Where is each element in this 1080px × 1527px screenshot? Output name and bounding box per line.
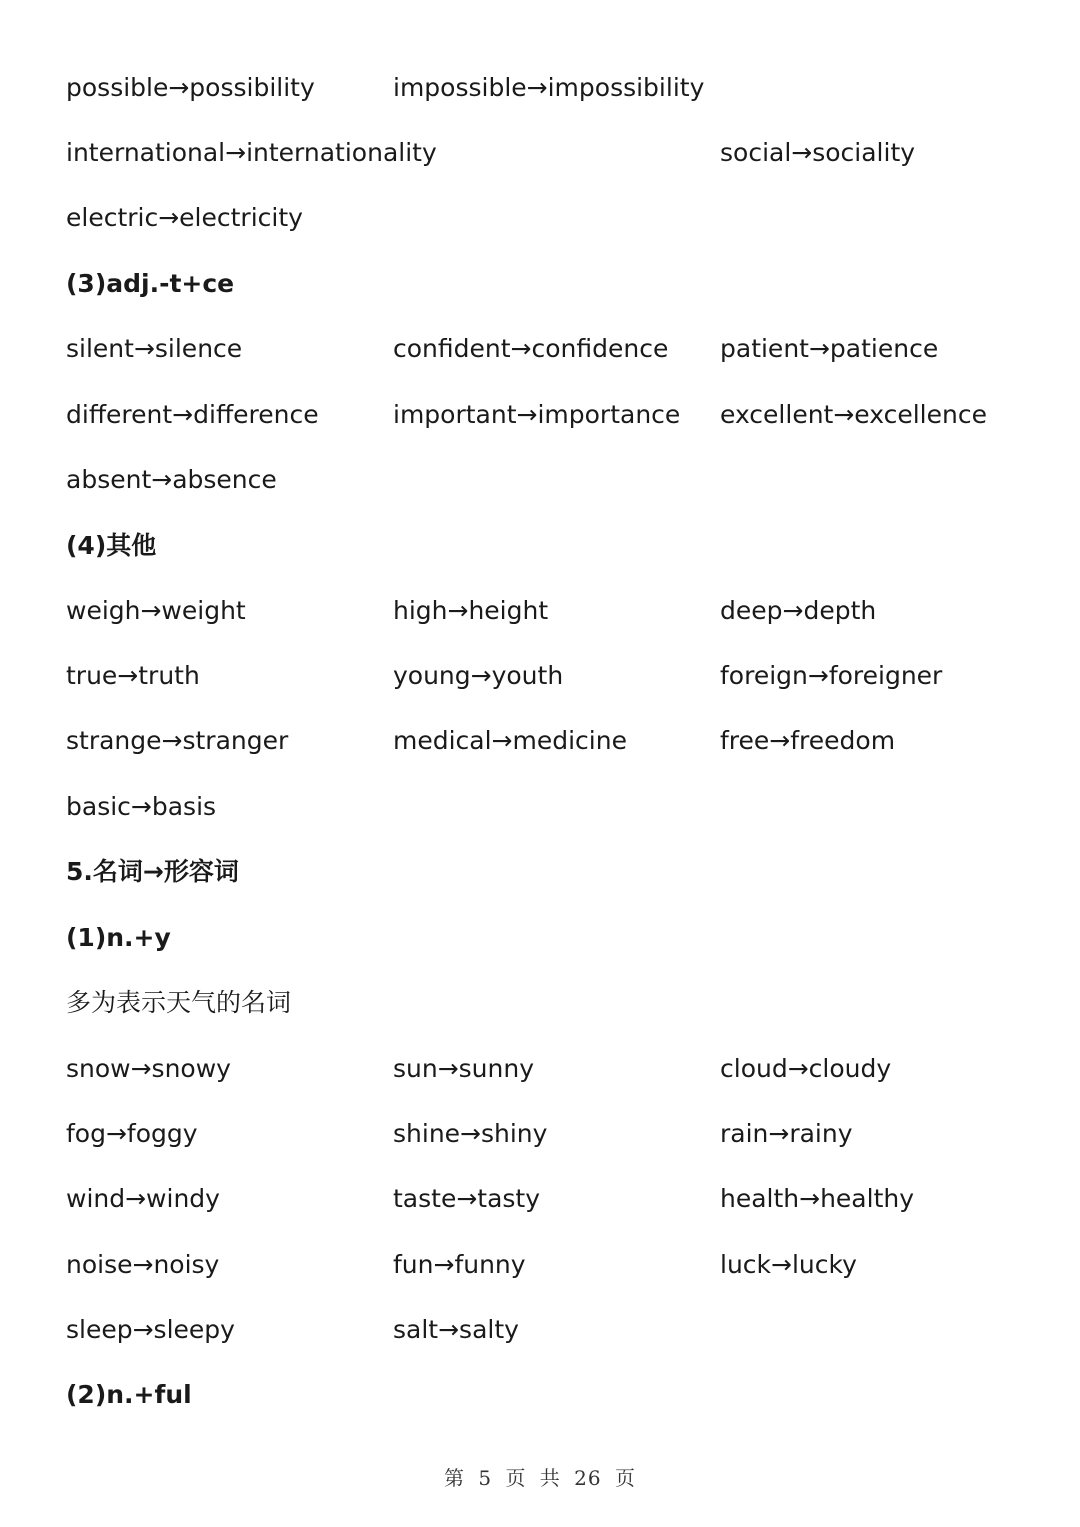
section-heading — [66, 852, 1026, 892]
word-pair: important→importance — [393, 400, 681, 429]
word-pair: salt→salty — [393, 1315, 519, 1344]
word-pair: basic→basis — [66, 792, 217, 821]
word-pair: medical→medicine — [393, 726, 627, 755]
word-row — [66, 1245, 1026, 1285]
page-footer: 第 5 页 共 26 页 — [444, 1466, 636, 1490]
word-pair: foreign→foreigner — [720, 661, 943, 690]
word-row — [66, 787, 1026, 827]
word-row — [66, 656, 1026, 696]
word-pair: true→truth — [66, 661, 200, 690]
word-pair: free→freedom — [720, 726, 896, 755]
section-heading — [66, 526, 1026, 566]
word-pair: confident→confidence — [393, 334, 669, 363]
word-row — [66, 68, 1026, 108]
word-pair: international→internationality — [66, 138, 437, 167]
word-pair: noise→noisy — [66, 1250, 220, 1279]
heading-text: (2)n.+ful — [66, 1380, 192, 1409]
heading-text: 5.名词→形容词 — [66, 857, 239, 886]
word-row — [66, 1179, 1026, 1219]
word-row — [66, 1049, 1026, 1089]
word-pair: deep→depth — [720, 596, 877, 625]
word-pair: young→youth — [393, 661, 564, 690]
word-pair: luck→lucky — [720, 1250, 857, 1279]
word-row — [66, 395, 1026, 435]
word-row — [66, 1114, 1026, 1154]
word-pair: silent→silence — [66, 334, 243, 363]
word-row — [66, 460, 1026, 500]
section-heading — [66, 264, 1026, 304]
heading-text: (3)adj.-t+ce — [66, 269, 235, 298]
word-pair: strange→stranger — [66, 726, 289, 755]
word-pair: impossible→impossibility — [393, 73, 705, 102]
word-pair: sleep→sleepy — [66, 1315, 235, 1344]
word-pair: taste→tasty — [393, 1184, 541, 1213]
word-row — [66, 1310, 1026, 1350]
word-pair: rain→rainy — [720, 1119, 853, 1148]
word-pair: high→height — [393, 596, 549, 625]
word-pair: wind→windy — [66, 1184, 220, 1213]
section-heading — [66, 918, 1026, 958]
word-pair: different→difference — [66, 400, 319, 429]
word-pair: cloud→cloudy — [720, 1054, 892, 1083]
word-pair: snow→snowy — [66, 1054, 231, 1083]
heading-text: (4)其他 — [66, 531, 157, 560]
word-pair: sun→sunny — [393, 1054, 535, 1083]
word-pair: fun→funny — [393, 1250, 526, 1279]
word-pair: excellent→excellence — [720, 400, 987, 429]
heading-text: (1)n.+y — [66, 923, 171, 952]
word-pair: absent→absence — [66, 465, 277, 494]
note-line — [66, 983, 1026, 1023]
word-row — [66, 329, 1026, 369]
section-heading — [66, 1375, 1026, 1415]
word-pair: weigh→weight — [66, 596, 246, 625]
word-pair: possible→possibility — [66, 73, 315, 102]
word-row — [66, 591, 1026, 631]
word-pair: electric→electricity — [66, 203, 303, 232]
word-pair: shine→shiny — [393, 1119, 548, 1148]
word-row — [66, 133, 1026, 173]
word-row — [66, 198, 1026, 238]
word-pair: patient→patience — [720, 334, 939, 363]
word-pair: fog→foggy — [66, 1119, 198, 1148]
note-text: 多为表示天气的名词 — [66, 988, 292, 1017]
word-pair: health→healthy — [720, 1184, 915, 1213]
word-row — [66, 721, 1026, 761]
word-pair: social→sociality — [720, 138, 916, 167]
